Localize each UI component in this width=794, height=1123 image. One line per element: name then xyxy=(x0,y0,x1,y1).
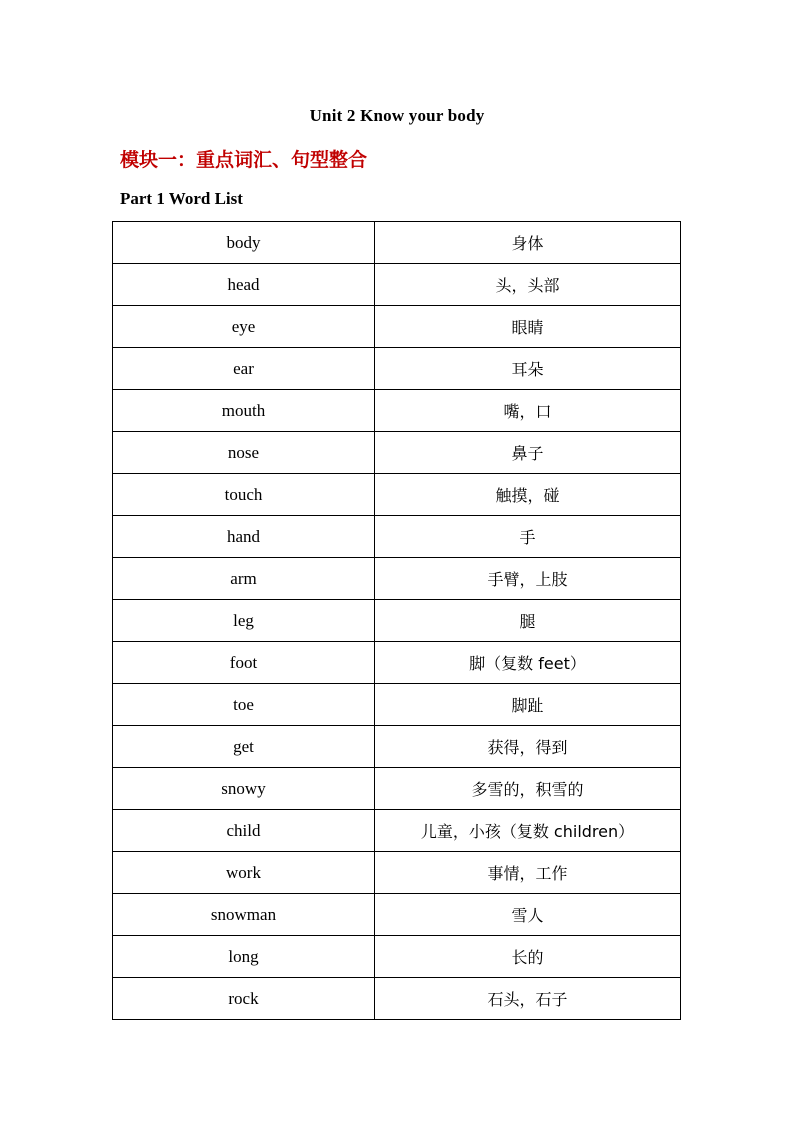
english-word-cell: head xyxy=(113,264,375,306)
table-row xyxy=(113,306,681,348)
word-list-body xyxy=(113,222,681,1020)
table-row xyxy=(113,852,681,894)
table-row xyxy=(113,894,681,936)
chinese-meaning-cell: 腿 xyxy=(375,600,681,642)
chinese-meaning-cell: 长的 xyxy=(375,936,681,978)
table-row xyxy=(113,474,681,516)
table-row xyxy=(113,642,681,684)
english-word-cell: snowy xyxy=(113,768,375,810)
table-row xyxy=(113,978,681,1020)
module-heading: 模块一：重点词汇、句型整合 xyxy=(120,149,368,171)
table-row xyxy=(113,768,681,810)
chinese-meaning-cell: 手 xyxy=(375,516,681,558)
table-row xyxy=(113,684,681,726)
part-heading: Part 1 Word List xyxy=(120,189,243,208)
chinese-meaning-cell: 嘴，口 xyxy=(375,390,681,432)
table-row xyxy=(113,264,681,306)
table-row xyxy=(113,600,681,642)
table-row xyxy=(113,516,681,558)
english-word-cell: child xyxy=(113,810,375,852)
english-word-cell: leg xyxy=(113,600,375,642)
english-word-cell: snowman xyxy=(113,894,375,936)
english-word-cell: get xyxy=(113,726,375,768)
table-row xyxy=(113,726,681,768)
chinese-meaning-cell: 脚趾 xyxy=(375,684,681,726)
table-row xyxy=(113,558,681,600)
english-word-cell: body xyxy=(113,222,375,264)
chinese-meaning-cell: 儿童，小孩（复数 children） xyxy=(375,810,681,852)
english-word-cell: rock xyxy=(113,978,375,1020)
chinese-meaning-cell: 多雪的，积雪的 xyxy=(375,768,681,810)
english-word-cell: arm xyxy=(113,558,375,600)
page-title: Unit 2 Know your body xyxy=(309,106,485,125)
english-word-cell: touch xyxy=(113,474,375,516)
chinese-meaning-cell: 触摸，碰 xyxy=(375,474,681,516)
english-word-cell: toe xyxy=(113,684,375,726)
chinese-meaning-cell: 石头，石子 xyxy=(375,978,681,1020)
word-list-table xyxy=(112,221,681,1020)
chinese-meaning-cell: 耳朵 xyxy=(375,348,681,390)
english-word-cell: hand xyxy=(113,516,375,558)
chinese-meaning-cell: 事情，工作 xyxy=(375,852,681,894)
english-word-cell: foot xyxy=(113,642,375,684)
english-word-cell: mouth xyxy=(113,390,375,432)
table-row xyxy=(113,222,681,264)
chinese-meaning-cell: 雪人 xyxy=(375,894,681,936)
chinese-meaning-cell: 脚（复数 feet） xyxy=(375,642,681,684)
chinese-meaning-cell: 鼻子 xyxy=(375,432,681,474)
english-word-cell: ear xyxy=(113,348,375,390)
table-row xyxy=(113,390,681,432)
chinese-meaning-cell: 眼睛 xyxy=(375,306,681,348)
table-row xyxy=(113,936,681,978)
chinese-meaning-cell: 手臂，上肢 xyxy=(375,558,681,600)
chinese-meaning-cell: 头，头部 xyxy=(375,264,681,306)
chinese-meaning-cell: 身体 xyxy=(375,222,681,264)
table-row xyxy=(113,432,681,474)
table-row xyxy=(113,810,681,852)
chinese-meaning-cell: 获得，得到 xyxy=(375,726,681,768)
english-word-cell: nose xyxy=(113,432,375,474)
english-word-cell: work xyxy=(113,852,375,894)
table-row xyxy=(113,348,681,390)
english-word-cell: eye xyxy=(113,306,375,348)
english-word-cell: long xyxy=(113,936,375,978)
